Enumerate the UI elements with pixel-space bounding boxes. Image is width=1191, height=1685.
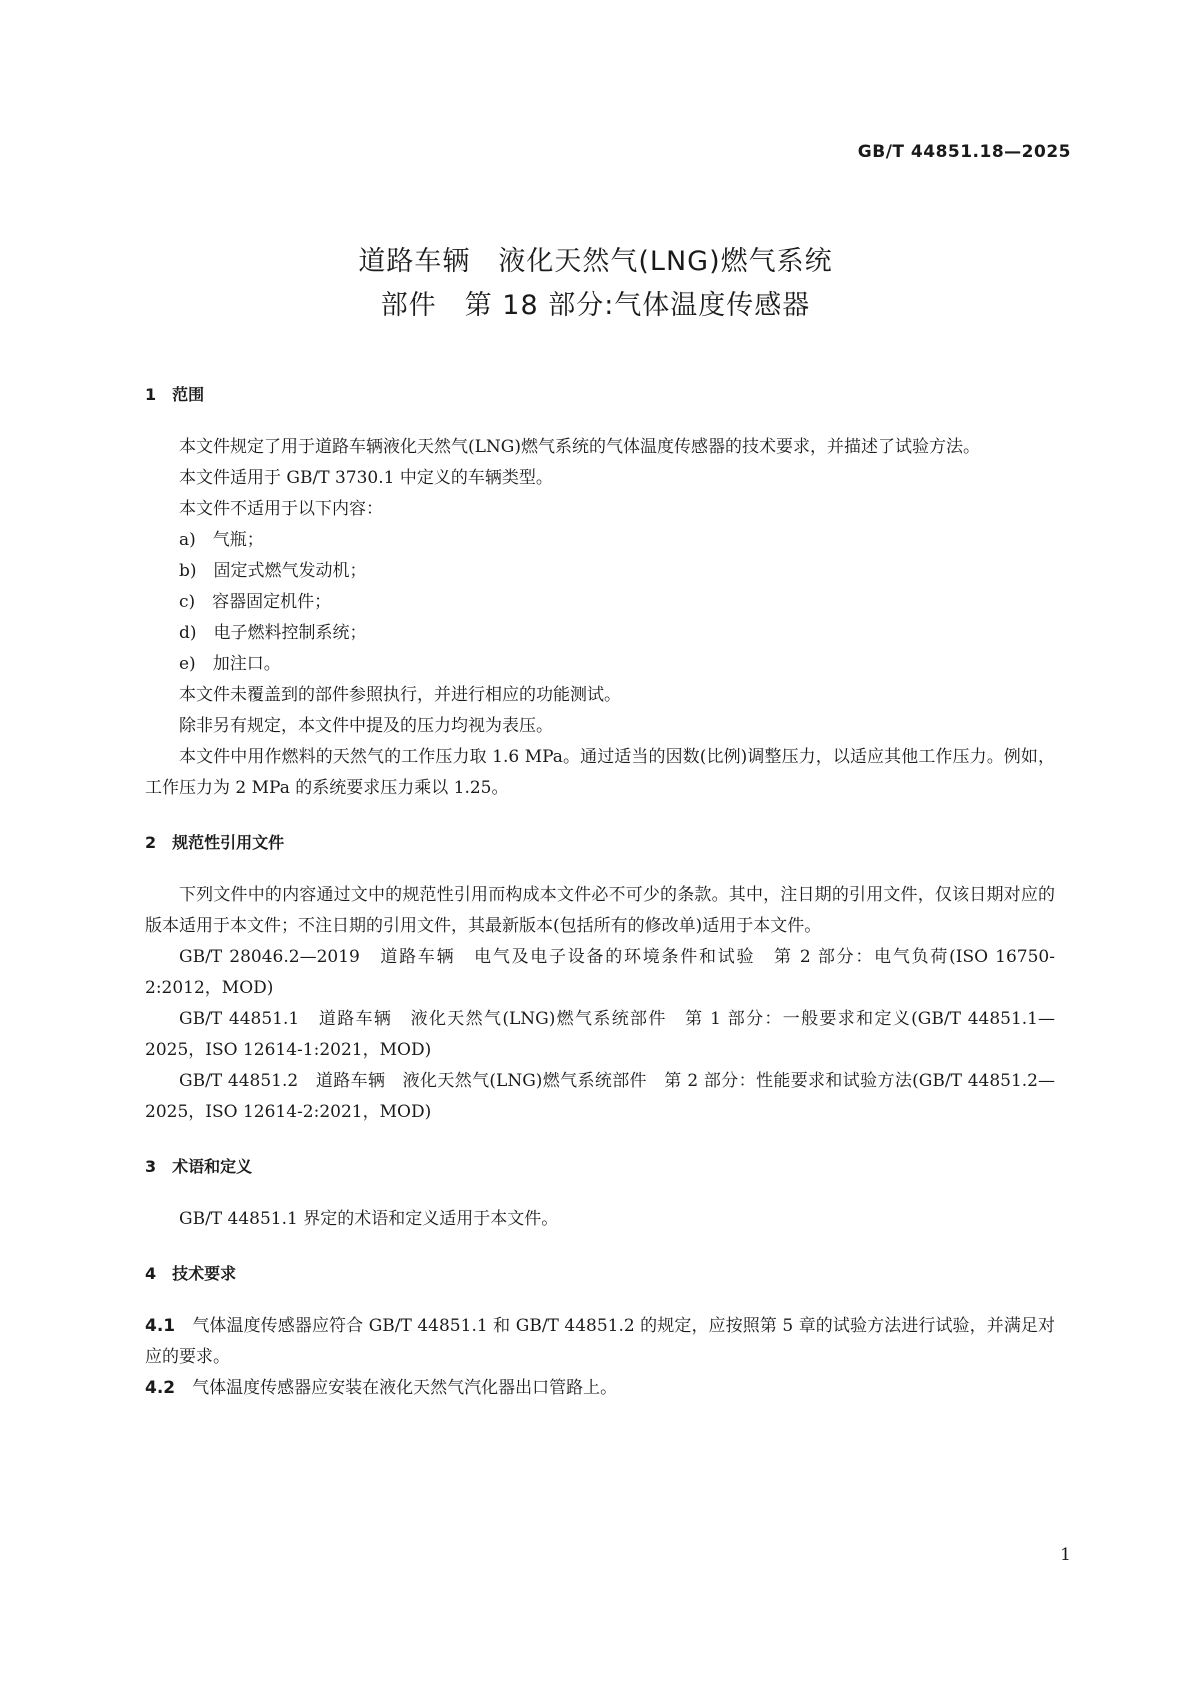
exclusion-item: c) 容器固定机件； — [179, 592, 332, 612]
clause-number: 4.1 — [145, 1316, 176, 1336]
clause-4-1 — [145, 1311, 1055, 1373]
exclusion-item: a) 气瓶； — [179, 530, 264, 550]
clause-text: 气体温度传感器应安装在液化天然气汽化器出口管路上。 — [192, 1378, 618, 1398]
page-number: 1 — [1060, 1545, 1071, 1565]
section-1-para: 本文件不适用于以下内容： — [179, 499, 383, 519]
standard-number: GB/T 44851.18—2025 — [857, 142, 1071, 162]
section-1-heading: 1 范围 — [145, 385, 205, 404]
clause-number: 4.2 — [145, 1378, 176, 1398]
normative-reference: GB/T 44851.2 道路车辆 液化天然气(LNG)燃气系统部件 第 2 部分：性能要求和试验方法(GB/T 44851.2—2025，ISO 12614-2:2021，MOD) — [145, 1071, 1055, 1122]
section-3-para: GB/T 44851.1 界定的术语和定义适用于本文件。 — [179, 1209, 559, 1229]
section-1-para: 本文件中用作燃料的天然气的工作压力取 1.6 MPa。通过适当的因数(比例)调整压力，以适应其他工作压力。例如，工作压力为 2 MPa 的系统要求压力乘以 1.25。 — [145, 747, 1055, 798]
section-2-heading: 2 规范性引用文件 — [145, 833, 285, 852]
clause-text: 气体温度传感器应符合 GB/T 44851.1 和 GB/T 44851.2 的规定，应按照第 5 章的试验方法进行试验，并满足对应的要求。 — [145, 1316, 1056, 1367]
section-2-para: 下列文件中的内容通过文中的规范性引用而构成本文件必不可少的条款。其中，注日期的引用文件，仅该日期对应的版本适用于本文件；不注日期的引用文件，其最新版本(包括所有的修改单)适用于本文件。 — [145, 885, 1055, 936]
normative-reference: GB/T 44851.1 道路车辆 液化天然气(LNG)燃气系统部件 第 1 部分：一般要求和定义(GB/T 44851.1—2025，ISO 12614-1:2021，MOD) — [145, 1009, 1055, 1060]
section-4-heading: 4 技术要求 — [145, 1264, 237, 1283]
section-1-para: 本文件规定了用于道路车辆液化天然气(LNG)燃气系统的气体温度传感器的技术要求，并描述了试验方法。 — [179, 437, 981, 457]
title-line-1: 道路车辆 液化天然气(LNG)燃气系统 — [358, 246, 833, 277]
exclusion-item: e) 加注口。 — [179, 654, 281, 674]
document-title — [0, 240, 1191, 328]
section-1-para: 本文件未覆盖到的部件参照执行，并进行相应的功能测试。 — [179, 685, 621, 705]
section-1-para: 本文件适用于 GB/T 3730.1 中定义的车辆类型。 — [179, 468, 553, 488]
exclusion-item: b) 固定式燃气发动机； — [179, 561, 367, 581]
title-line-2: 部件 第 18 部分:气体温度传感器 — [380, 290, 811, 321]
section-3-heading: 3 术语和定义 — [145, 1157, 253, 1176]
document-body — [145, 380, 1055, 1404]
clause-4-2 — [145, 1373, 1055, 1404]
exclusion-item: d) 电子燃料控制系统； — [179, 623, 367, 643]
section-1-para: 除非另有规定，本文件中提及的压力均视为表压。 — [179, 716, 553, 736]
normative-reference: GB/T 28046.2—2019 道路车辆 电气及电子设备的环境条件和试验 第 2 部分：电气负荷(ISO 16750-2:2012，MOD) — [145, 947, 1055, 998]
